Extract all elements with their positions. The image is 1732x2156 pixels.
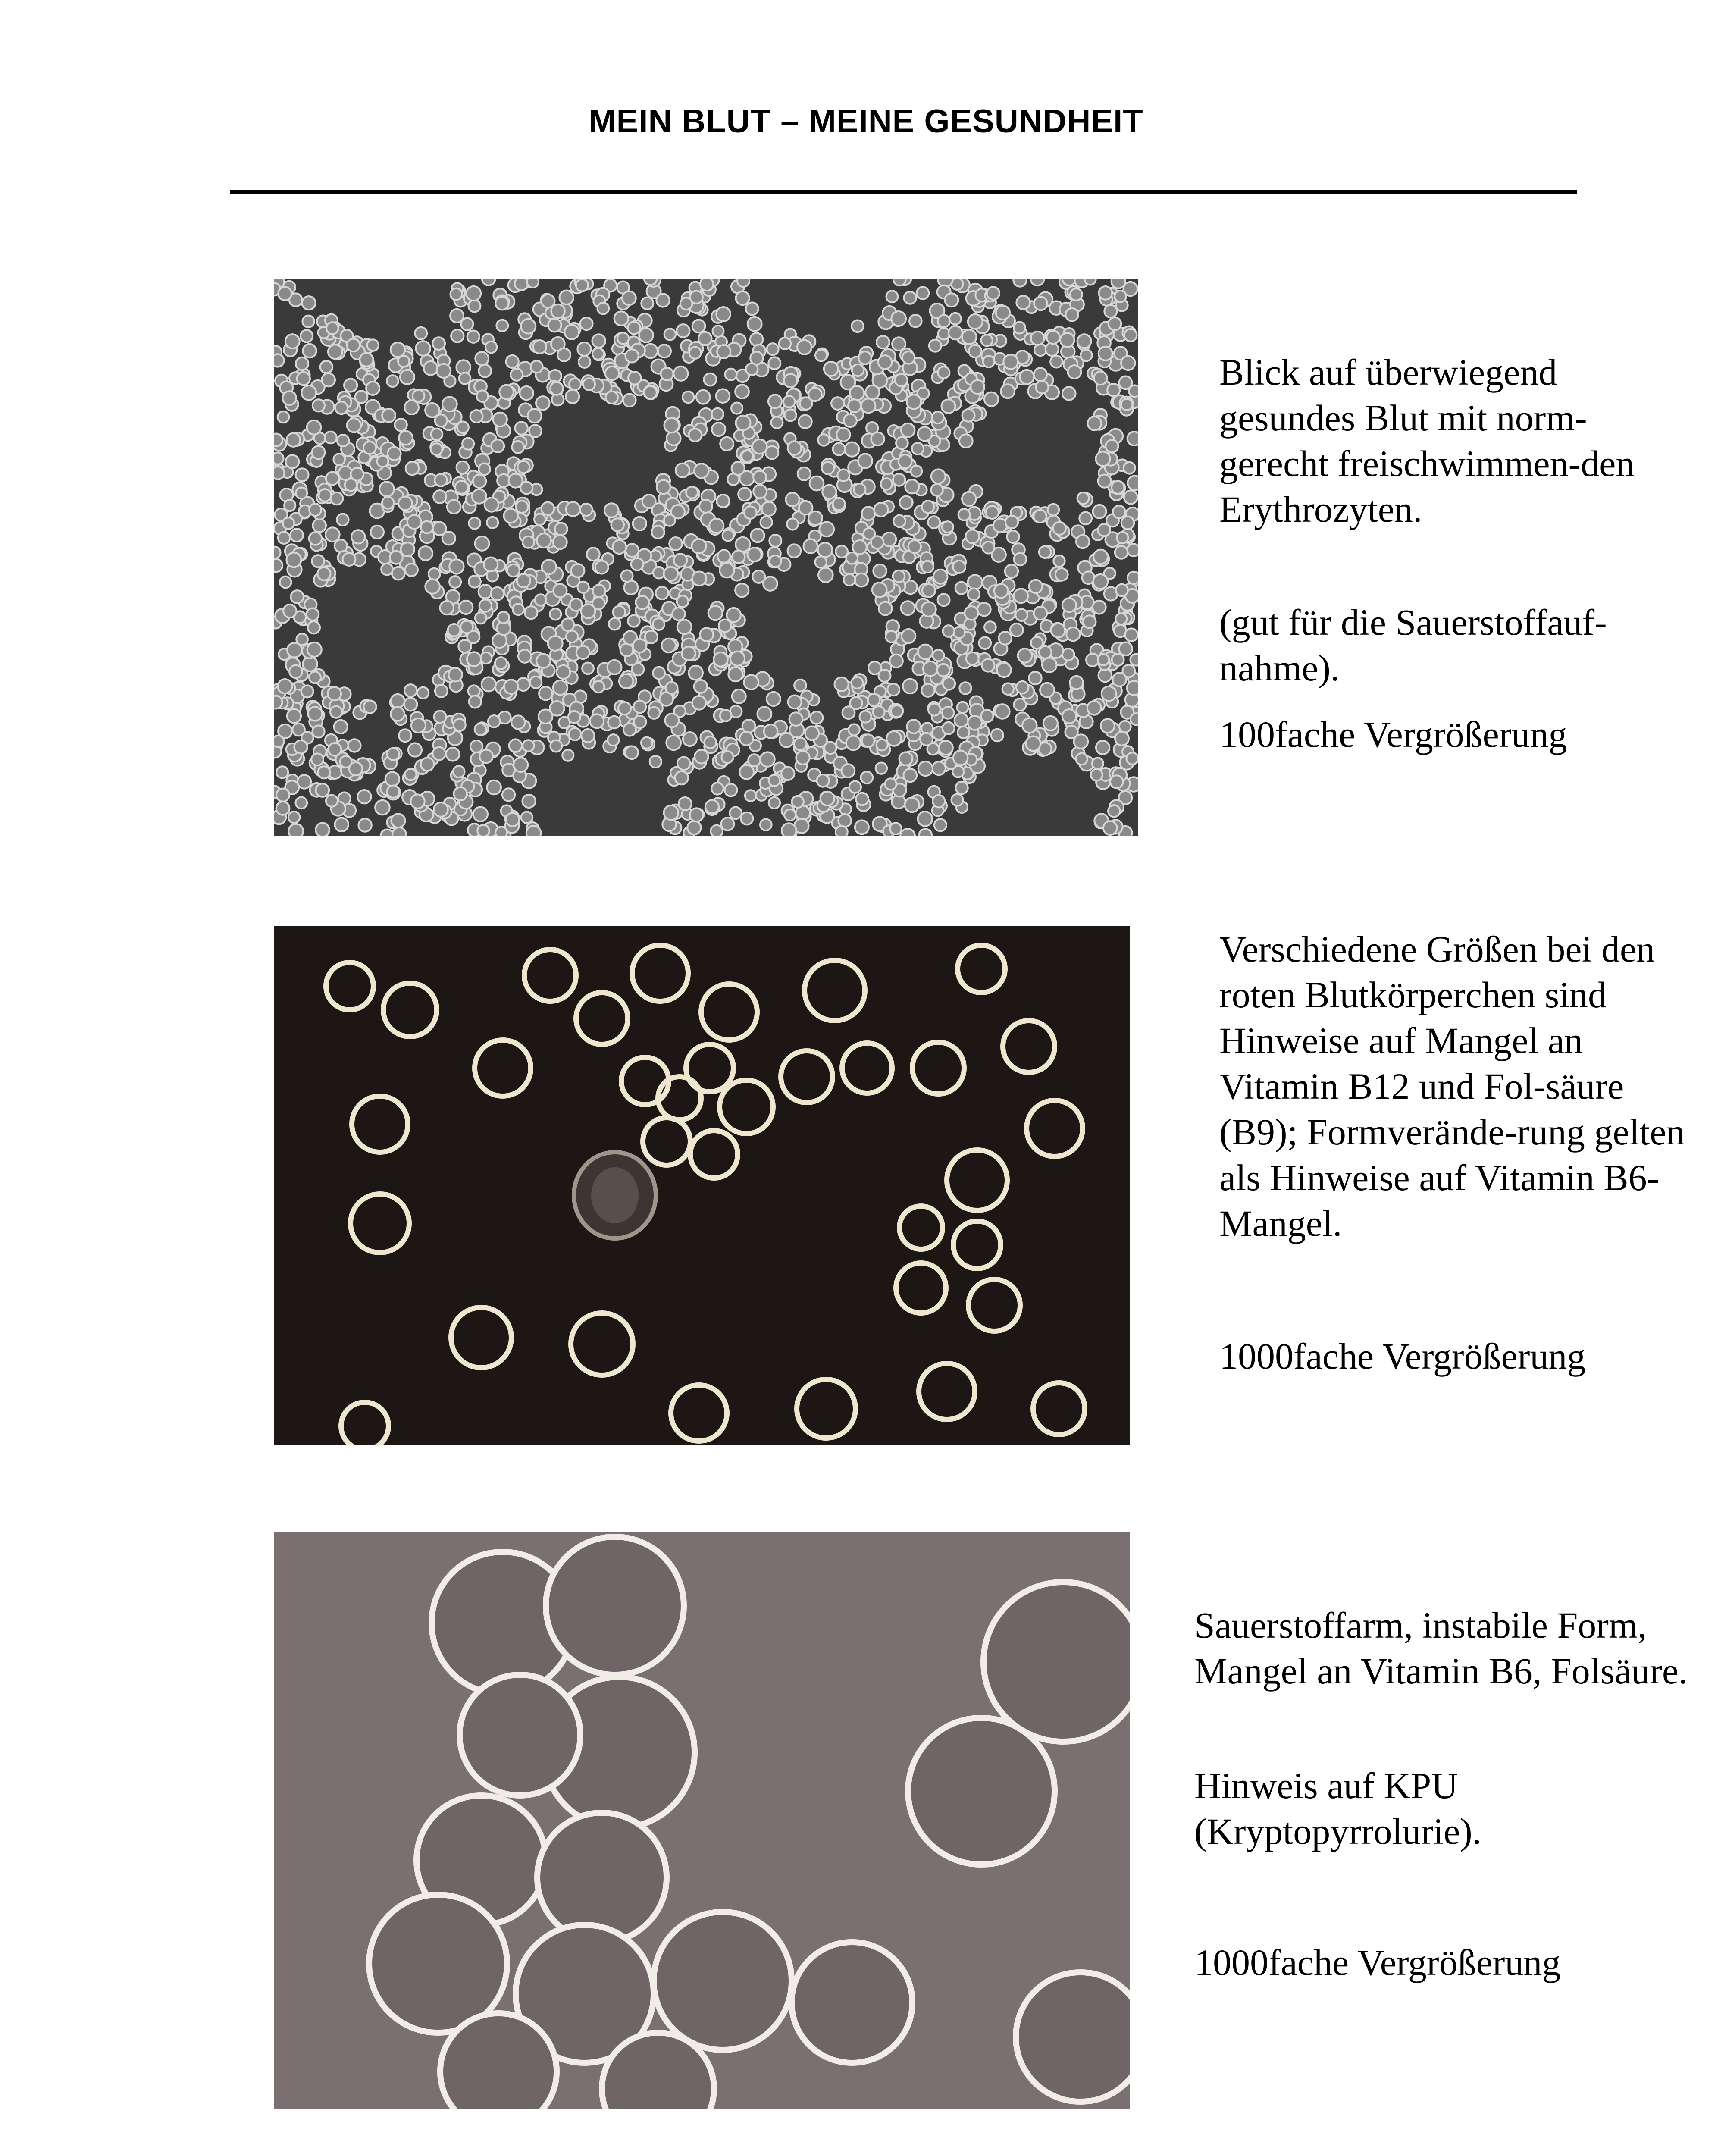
dark-field-blood-cells-image	[274, 926, 1130, 1445]
caption-magnification-1000-a: 1000fache Vergrößerung	[1219, 1335, 1586, 1377]
caption-oxygen-uptake: (gut für die Sauerstoffauf-nahme).	[1219, 602, 1607, 689]
white-blood-cell	[574, 1152, 656, 1238]
caption-kpu: Hinweis auf KPU (Kryptopyrrolurie).	[1194, 1765, 1482, 1852]
caption-varied-sizes: Verschiedene Größen bei den roten Blutkörperchen sind Hinweise auf Mangel an Vitamin B12 und Fol-säure (B9); Formverände-rung gelten als Hinweise auf Vitamin B6-Mangel.	[1219, 928, 1685, 1244]
microscope-image-varied-sizes	[274, 926, 1130, 1445]
microscope-image-healthy-blood	[274, 279, 1138, 836]
dense-blood-cells-image	[274, 279, 1138, 836]
caption-unstable-form: Sauerstoffarm, instabile Form, Mangel an Vitamin B6, Folsäure.	[1194, 1604, 1688, 1692]
caption-magnification-1000-b: 1000fache Vergrößerung	[1194, 1942, 1561, 1983]
header-divider	[230, 190, 1577, 194]
clumped-blood-cells-image	[274, 1532, 1130, 2109]
caption-healthy-blood: Blick auf überwiegend gesundes Blut mit norm-gerecht freischwimmen-den Erythrozyten.	[1219, 351, 1635, 530]
caption-magnification-100: 100fache Vergrößerung	[1219, 714, 1567, 755]
microscope-image-unstable-form	[274, 1532, 1130, 2109]
page-header-title: MEIN BLUT – MEINE GESUNDHEIT	[589, 103, 1143, 140]
